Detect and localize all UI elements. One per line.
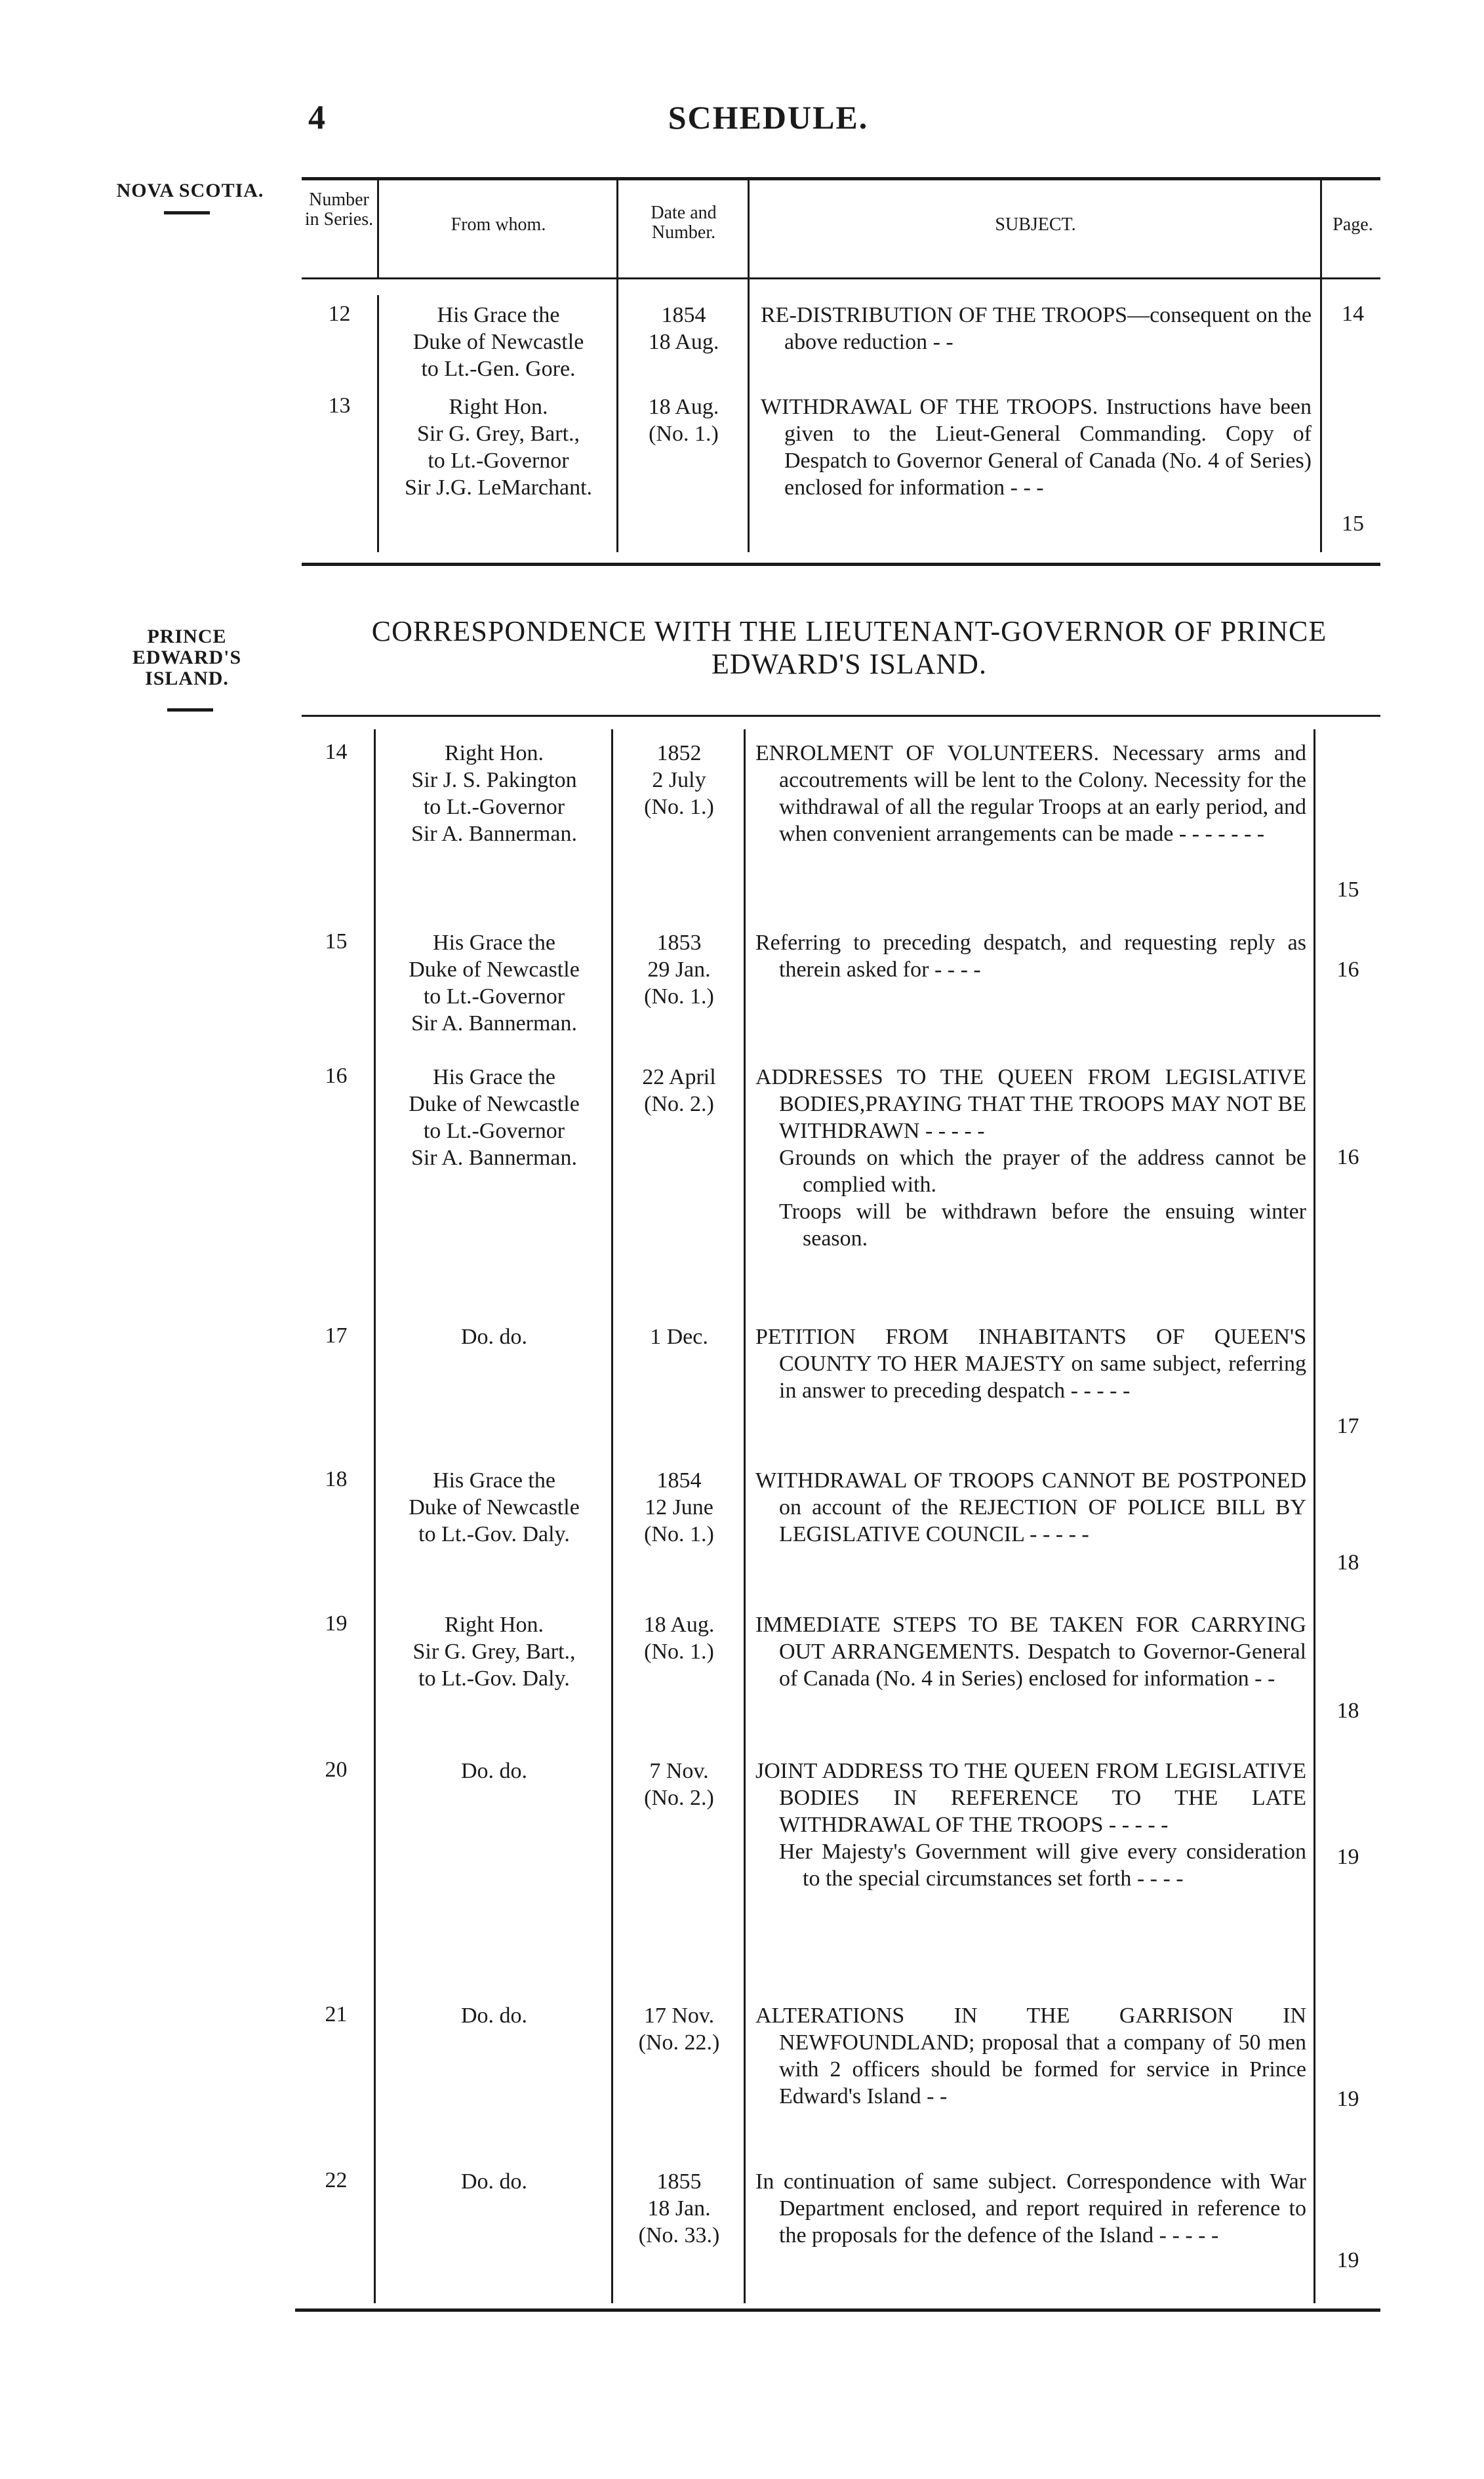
row-number: 17 — [325, 1323, 348, 1348]
subject-text: In continuation of same subject. Correspondence with War Department enclosed, and report required in reference to the proposals for the defence of the Island - - - - - — [755, 2169, 1306, 2247]
row-subject — [755, 740, 1306, 847]
row-number: 22 — [325, 2168, 348, 2192]
column-rule — [1314, 729, 1315, 2303]
page-title: SCHEDULE. — [668, 99, 869, 136]
column-header-number: Number in Series. — [304, 190, 374, 230]
row-from: His Grace the Duke of Newcastle to Lt.-Gen. Gore. — [412, 303, 584, 381]
page-number: 4 — [308, 99, 325, 136]
subject-text: WITHDRAWAL OF THE TROOPS. Instructions have been given to the Lieut-General Commanding. Copy of Despatch to Governor General of Canada (No. 4 of Series) enclosed for information - - - — [761, 395, 1312, 500]
row-date: 1855 18 Jan. (No. 33.) — [638, 2169, 720, 2247]
subject-text: RE-DISTRIBUTION OF THE TROOPS—consequent on the above reduction - - — [761, 303, 1312, 354]
column-header-date: Date and Number. — [651, 203, 717, 243]
row-from: Right Hon. Sir J. S. Pakington to Lt.-Governor Sir A. Bannerman. — [411, 741, 578, 846]
row-date: 1 Dec. — [650, 1325, 708, 1349]
table-bottom-rule — [295, 2308, 1380, 2312]
row-from: His Grace the Duke of Newcastle to Lt.-Governor Sir A. Bannerman. — [409, 931, 580, 1036]
row-date: 1853 29 Jan. (No. 1.) — [644, 931, 714, 1009]
row-subject — [755, 1611, 1306, 1692]
table-top-rule — [302, 177, 1380, 180]
row-date: 18 Aug. (No. 1.) — [648, 395, 719, 446]
row-number: 15 — [325, 929, 348, 954]
row-page: 19 — [1336, 1845, 1359, 1869]
subject-note: Troops will be withdrawn before the ensuing winter season. — [779, 1199, 1306, 1251]
column-rule — [616, 180, 618, 552]
section-heading-pei: CORRESPONDENCE WITH THE LIEUTENANT-GOVERNOR OF PRINCE EDWARD'S ISLAND. — [371, 615, 1327, 680]
column-rule — [611, 729, 613, 2303]
column-rule — [1320, 180, 1322, 552]
row-number: 19 — [325, 1611, 348, 1636]
row-date: 18 Aug. (No. 1.) — [643, 1613, 715, 1664]
subject-note: Her Majesty's Government will give every consideration to the special circumstances set forth - - - - — [779, 1840, 1306, 1891]
row-page: 19 — [1336, 2248, 1359, 2272]
subject-text: Referring to preceding despatch, and requesting reply as therein asked for - - - - — [755, 931, 1306, 982]
row-page: 18 — [1336, 1550, 1359, 1575]
row-number: 20 — [325, 1758, 348, 1782]
row-subject — [761, 302, 1312, 355]
row-number: 18 — [325, 1467, 348, 1491]
row-page: 16 — [1336, 1145, 1359, 1169]
column-rule — [374, 729, 376, 2303]
row-date: 1852 2 July (No. 1.) — [644, 741, 714, 819]
row-date: 1854 12 June (No. 1.) — [644, 1468, 714, 1546]
subject-note: Grounds on which the prayer of the address cannot be complied with. — [779, 1146, 1306, 1197]
subject-text: IMMEDIATE STEPS TO BE TAKEN FOR CARRYING OUT ARRANGEMENTS. Despatch to Governor-General of Canada (No. 4 in Series) enclosed for information - - — [755, 1613, 1306, 1691]
subject-text: PETITION FROM INHABITANTS OF QUEEN'S COUNTY TO HER MAJESTY on same subject, referring in answer to preceding despatch - - - - - — [755, 1325, 1306, 1403]
subject-text: JOINT ADDRESS TO THE QUEEN FROM LEGISLATIVE BODIES IN REFERENCE TO THE LATE WITHDRAWAL OF THE TROOPS - - - - - — [755, 1759, 1306, 1837]
column-header-page: Page. — [1333, 214, 1373, 235]
row-from: His Grace the Duke of Newcastle to Lt.-Governor Sir A. Bannerman. — [409, 1065, 580, 1170]
row-number: 13 — [328, 393, 351, 418]
row-subject — [755, 2002, 1306, 2110]
row-page: 18 — [1336, 1699, 1359, 1723]
row-subject — [755, 2168, 1306, 2249]
subject-text: ADDRESSES TO THE QUEEN FROM LEGISLATIVE BODIES,PRAYING THAT THE TROOPS MAY NOT BE WITHDRAWN - - - - - — [755, 1065, 1306, 1143]
row-page: 17 — [1336, 1414, 1359, 1438]
row-subject — [755, 1064, 1306, 1252]
row-from: Do. do. — [460, 1325, 528, 1349]
subject-text: ALTERATIONS IN THE GARRISON IN NEWFOUNDLAND; proposal that a company of 50 men with 2 officers should be formed for service in Prince Edward's Island - - — [755, 2004, 1306, 2108]
row-date: 7 Nov. (No. 2.) — [644, 1759, 714, 1810]
row-subject — [755, 929, 1306, 983]
column-rule — [748, 180, 750, 552]
table-top-rule — [302, 715, 1380, 717]
row-from: Do. do. — [460, 1759, 528, 1783]
row-page: 16 — [1336, 957, 1359, 982]
row-date: 1854 18 Aug. — [648, 303, 719, 354]
row-number: 14 — [325, 740, 348, 764]
table-bottom-rule — [302, 563, 1380, 566]
column-rule — [744, 729, 746, 2303]
row-number: 21 — [325, 2002, 348, 2026]
row-subject — [761, 393, 1312, 501]
row-number: 16 — [325, 1064, 348, 1088]
row-page: 19 — [1336, 2087, 1359, 2111]
row-subject — [755, 1467, 1306, 1548]
row-date: 22 April (No. 2.) — [642, 1065, 716, 1116]
subject-text: ENROLMENT OF VOLUNTEERS. Necessary arms and accoutrements will be lent to the Colony. Necessity for the withdrawal of all the regular Troops at an early period, and when convenient arrangements can be made - - - - - - - — [755, 741, 1306, 846]
row-page: 15 — [1342, 512, 1364, 536]
row-page: 15 — [1336, 877, 1359, 902]
row-subject — [755, 1758, 1306, 1892]
column-rule — [377, 295, 379, 552]
row-from: Right Hon. Sir G. Grey, Bart., to Lt.-Gov. Daly. — [412, 1613, 576, 1691]
row-page: 14 — [1342, 302, 1364, 326]
column-header-from: From whom. — [451, 214, 546, 235]
row-number: 12 — [328, 302, 351, 326]
section-rule — [164, 211, 210, 214]
section-label-nova-scotia: NOVA SCOTIA. — [116, 180, 264, 201]
row-subject — [755, 1323, 1306, 1404]
subject-text: WITHDRAWAL OF TROOPS CANNOT BE POSTPONED on account of the REJECTION OF POLICE BILL BY LEGISLATIVE COUNCIL - - - - - — [755, 1468, 1306, 1546]
row-date: 17 Nov. (No. 22.) — [638, 2004, 720, 2055]
section-label-pei: PRINCE EDWARD'S ISLAND. — [132, 626, 242, 689]
row-from: Do. do. — [460, 2169, 528, 2194]
section-rule — [167, 708, 213, 712]
row-from: Right Hon. Sir G. Grey, Bart., to Lt.-Governor Sir J.G. LeMarchant. — [404, 395, 593, 500]
row-from: Do. do. — [460, 2004, 528, 2028]
table-header-rule — [302, 277, 1380, 279]
column-header-subject: SUBJECT. — [995, 214, 1076, 235]
row-from: His Grace the Duke of Newcastle to Lt.-Gov. Daly. — [409, 1468, 580, 1546]
